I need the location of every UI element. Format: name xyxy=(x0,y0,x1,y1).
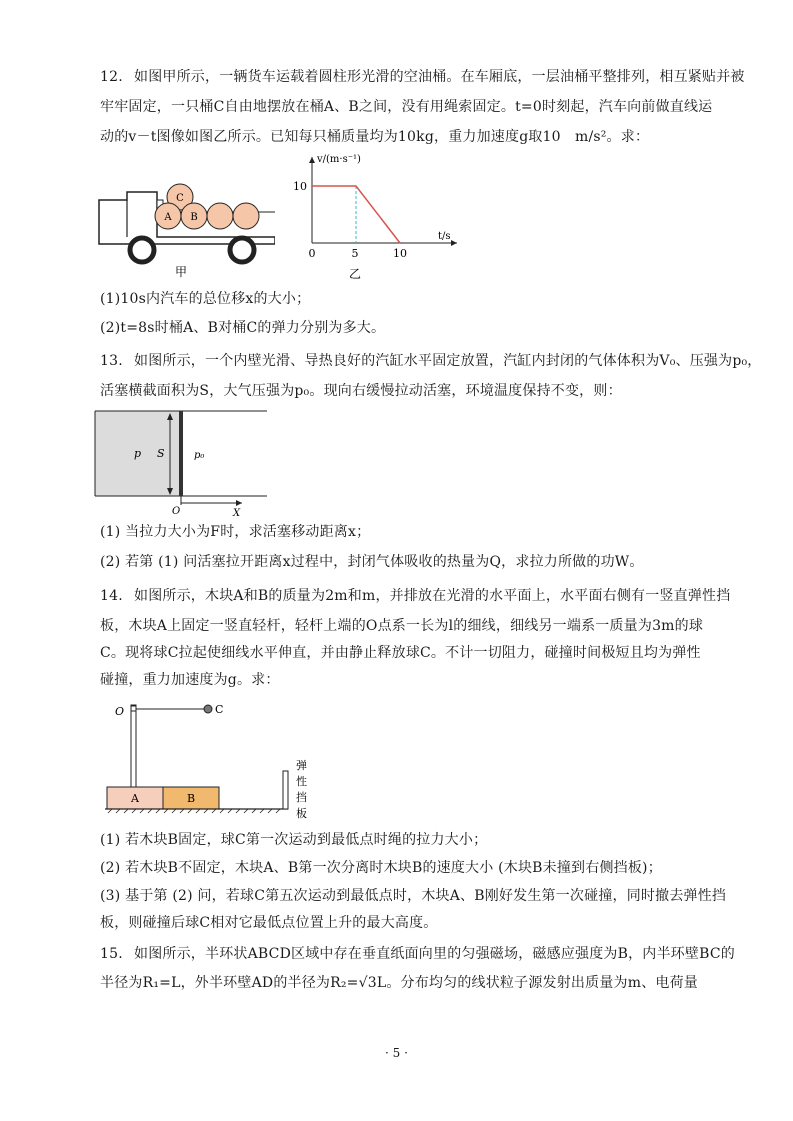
q15-line-2: 半径为R₁=L，外半环壁AD的半径为R₂=√3L。分布均匀的线状粒子源发射出质量为m、电荷量 xyxy=(100,975,698,991)
x-tick-5: 5 xyxy=(351,247,359,260)
label-o: O xyxy=(172,506,181,517)
q13-number: 13. xyxy=(100,353,123,369)
label-c: C xyxy=(215,703,224,716)
y-tick-10: 10 xyxy=(293,180,307,193)
q12-line-1: 12. 如图甲所示，一辆货车运载着圆柱形光滑的空油桶。在车厢底，一层油桶平整排列，相互紧贴并被 xyxy=(100,69,745,85)
q14-part-2: (2) 若木块B不固定，木块A、B第一次分离时木块B的速度大小 (木块B未撞到右侧挡板)； xyxy=(100,860,662,876)
q12-part-2: (2)t=8s时桶A、B对桶C的弹力分别为多大。 xyxy=(100,320,386,336)
caption-jia: 甲 xyxy=(174,265,188,279)
label-p: p xyxy=(134,447,142,460)
wall-label-4: 板 xyxy=(296,807,307,820)
caption-yi: 乙 xyxy=(348,267,362,281)
q14-part-3a: (3) 基于第 (2) 问，若球C第五次运动到最低点时，木块A、B刚好发生第一次碰撞，同时撤去弹性挡 xyxy=(100,888,727,904)
q14-line-2: 板，木块A上固定一竖直轻杆，轻杆上端的O点系一长为l的细线，细线另一端系一质量为3m的球 xyxy=(100,618,704,634)
label-a: A xyxy=(164,212,172,223)
q13-part-1: (1) 当拉力大小为F时，求活塞移动距离x； xyxy=(100,524,371,540)
velocity-line xyxy=(312,186,400,243)
q14-part-3b: 板，则碰撞后球C相对它最低点位置上升的最大高度。 xyxy=(100,915,438,931)
q14-line-4: 碰撞，重力加速度为g。求： xyxy=(100,672,280,688)
x-tick-0: 0 xyxy=(308,247,316,260)
label-s: S xyxy=(157,447,165,460)
label-x: X xyxy=(233,508,241,518)
wheel xyxy=(130,238,154,262)
barrel xyxy=(207,203,233,229)
q12-line-2: 牢牢固定，一只桶C自由地摆放在桶A、B之间，没有用绳索固定。t=0时刻起，汽车向前做直线运 xyxy=(100,99,713,115)
q13-line-2: 活塞横截面积为S，大气压强为p₀。现向右缓慢拉动活塞，环境温度保持不变，则： xyxy=(100,383,622,399)
elastic-wall xyxy=(283,771,288,809)
x-axis-label: t/s xyxy=(438,231,451,242)
q15-number: 15. xyxy=(100,946,123,962)
vt-graph xyxy=(292,150,462,285)
q12-line-3: 动的v－t图像如图乙所示。已知每只桶质量均为10kg，重力加速度g取10 m/s²。求： xyxy=(100,129,650,145)
q13-part-2: (2) 若第 (1) 问活塞拉开距离x过程中，封闭气体吸收的热量为Q，求拉力所做的功W。 xyxy=(100,554,644,570)
q12-part-1: (1)10s内汽车的总位移x的大小； xyxy=(100,291,311,307)
ball-c xyxy=(204,705,212,713)
label-c: C xyxy=(176,193,184,204)
q12-number: 12. xyxy=(100,69,123,85)
q15-line-1: 15. 如图所示，半环状ABCD区域中存在垂直纸面向里的匀强磁场，磁感应强度为B，内半环壁BC的 xyxy=(100,946,735,962)
light-rod xyxy=(131,705,136,787)
label-p0: p₀ xyxy=(194,450,205,461)
wall-label-1: 弹 xyxy=(296,759,307,772)
wall-label-2: 性 xyxy=(296,775,307,788)
q14-part-1: (1) 若木块B固定，球C第一次运动到最低点时绳的拉力大小； xyxy=(100,832,488,848)
cylinder-figure xyxy=(90,408,275,518)
y-axis-label: v/(m·s⁻¹) xyxy=(317,154,361,165)
q14-line-3: C。现将球C拉起使细线水平伸直，并由静止释放球C。不计一切阻力，碰撞时间极短且均为弹性 xyxy=(100,645,701,661)
barrel xyxy=(233,203,259,229)
truck-figure xyxy=(95,172,275,282)
label-o: O xyxy=(115,705,125,718)
label-b: B xyxy=(190,212,198,223)
label-a: A xyxy=(131,792,139,805)
piston xyxy=(179,411,183,496)
x-tick-10: 10 xyxy=(393,247,407,260)
q14-number: 14. xyxy=(100,588,123,604)
label-b: B xyxy=(186,792,196,805)
wall-label-3: 挡 xyxy=(296,791,307,804)
q13-line-1: 13. 如图所示，一个内壁光滑、导热良好的汽缸水平固定放置，汽缸内封闭的气体体积为V₀、压强为p₀， xyxy=(100,353,762,369)
q14-line-1: 14. 如图所示，木块A和B的质量为2m和m，并排放在光滑的水平面上，水平面右侧有一竖直弹性挡 xyxy=(100,588,731,604)
block-figure xyxy=(100,695,325,825)
page-number: · 5 · xyxy=(385,1046,408,1060)
wheel xyxy=(230,238,254,262)
